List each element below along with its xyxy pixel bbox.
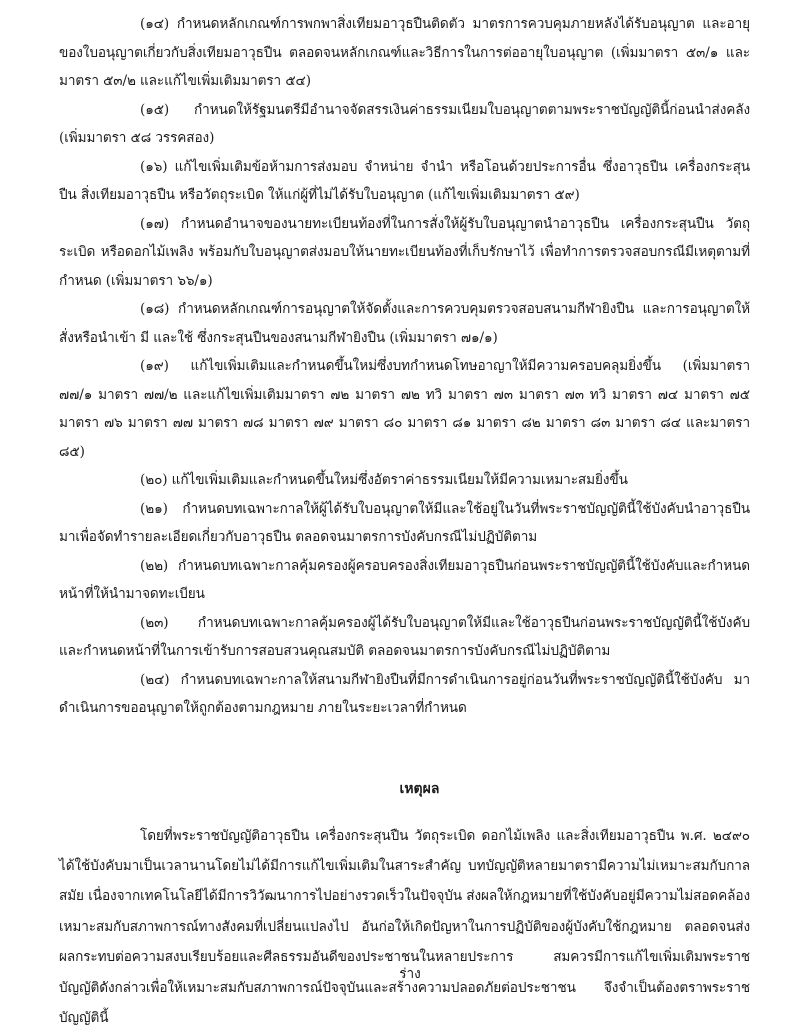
reasons-heading: เหตุผล <box>59 775 750 803</box>
provision-item-24: (๒๔) กำหนดบทเฉพาะกาลให้สนามกีฬายิงปืนที่มีการดำเนินการอยู่ก่อนวันที่พระราชบัญญัตินี้ใช้บังคับ มาดำเนินการขออนุญาตให้ถูกต้องตามกฎหมาย ภายในระยะเวลาที่กำหนด <box>59 666 750 723</box>
reasons-paragraph: โดยที่พระราชบัญญัติอาวุธปืน เครื่องกระสุนปืน วัตถุระเบิด ดอกไม้เพลิง และสิ่งเทียมอาวุธปืน พ.ศ. ๒๔๙๐ ได้ใช้บังคับมาเป็นเวลานานโดยไม่ได้มีการแก้ไขเพิ่มเติมในสาระสำคัญ บทบัญญัติหลายมาตรามีความไม่เหมาะสมกับกาลสมัย เนื่องจากเทคโนโลยีได้มีการวิวัฒนาการไปอย่างรวดเร็วในปัจจุบัน ส่งผลให้กฎหมายที่ใช้บังคับอยู่มีความไม่สอดคล้องเหมาะสมกับสภาพการณ์ทางสังคมที่เปลี่ยนแปลงไป อันก่อให้เกิดปัญหาในการปฏิบัติของผู้บังคับใช้กฎหมาย ตลอดจนส่งผลกระทบต่อความสงบเรียบร้อยและศีลธรรมอันดีของประชาชนในหลายประการ สมควรมีการแก้ไขเพิ่มเติมพระราชบัญญัติดังกล่าวเพื่อให้เหมาะสมกับสภาพการณ์ปัจจุบันและสร้างความปลอดภัยต่อประชาชน จึงจำเป็นต้องตราพระราชบัญญัตินี้ <box>59 821 750 1033</box>
provision-item-15: (๑๕) กำหนดให้รัฐมนตรีมีอำนาจจัดสรรเงินค่าธรรมเนียมใบอนุญาตตามพระราชบัญญัตินี้ก่อนนำส่งคลัง (เพิ่มมาตรา ๕๘ วรรคสอง) <box>59 96 750 153</box>
provision-item-17: (๑๗) กำหนดอำนาจของนายทะเบียนท้องที่ในการสั่งให้ผู้รับใบอนุญาตนำอาวุธปืน เครื่องกระสุนปืน วัตถุระเบิด หรือดอกไม้เพลิง พร้อมกับใบอนุญาตส่งมอบให้นายทะเบียนท้องที่เก็บรักษาไว้ เพื่อทำการตรวจสอบกรณีมีเหตุตามที่กำหนด (เพิ่มมาตรา ๖๖/๑) <box>59 210 750 296</box>
provision-item-22: (๒๒) กำหนดบทเฉพาะกาลคุ้มครองผู้ครอบครองสิ่งเทียมอาวุธปืนก่อนพระราชบัญญัตินี้ใช้บังคับและกำหนดหน้าที่ให้นำมาจดทะเบียน <box>59 552 750 609</box>
provision-item-14: (๑๔) กำหนดหลักเกณฑ์การพกพาสิ่งเทียมอาวุธปืนติดตัว มาตรการควบคุมภายหลังได้รับอนุญาต และอายุของใบอนุญาตเกี่ยวกับสิ่งเทียมอาวุธปืน ตลอดจนหลักเกณฑ์และวิธีการในการต่ออายุใบอนุญาต (เพิ่มมาตรา ๕๓/๑ และมาตรา ๕๓/๒ และแก้ไขเพิ่มเติมมาตรา ๕๔) <box>59 10 750 96</box>
provision-item-20: (๒๐) แก้ไขเพิ่มเติมและกำหนดขึ้นใหม่ซึ่งอัตราค่าธรรมเนียมให้มีความเหมาะสมยิ่งขึ้น <box>59 466 750 495</box>
provision-item-19: (๑๙) แก้ไขเพิ่มเติมและกำหนดขึ้นใหม่ซึ่งบทกำหนดโทษอาญาให้มีความครอบคลุมยิ่งขึ้น (เพิ่มมาตรา ๗๗/๑ มาตรา ๗๗/๒ และแก้ไขเพิ่มเติมมาตรา ๗๒ มาตรา ๗๒ ทวิ มาตรา ๗๓ มาตรา ๗๓ ทวิ มาตรา ๗๔ มาตรา ๗๕ มาตรา ๗๖ มาตรา ๗๗ มาตรา ๗๘ มาตรา ๗๙ มาตรา ๘๐ มาตรา ๘๑ มาตรา ๘๒ มาตรา ๘๓ มาตรา ๘๔ และมาตรา ๘๕) <box>59 352 750 466</box>
provision-item-16: (๑๖) แก้ไขเพิ่มเติมข้อห้ามการส่งมอบ จำหน่าย จำนำ หรือโอนด้วยประการอื่น ซึ่งอาวุธปืน เครื่องกระสุนปืน สิ่งเทียมอาวุธปืน หรือวัตถุระเบิด ให้แก่ผู้ที่ไม่ได้รับใบอนุญาต (แก้ไขเพิ่มเติมมาตรา ๕๙) <box>59 153 750 210</box>
provision-item-18: (๑๘) กำหนดหลักเกณฑ์การอนุญาตให้จัดตั้งและการควบคุมตรวจสอบสนามกีฬายิงปืน และการอนุญาตให้สั่งหรือนำเข้า มี และใช้ ซึ่งกระสุนปืนของสนามกีฬายิงปืน (เพิ่มมาตรา ๗๑/๑) <box>59 295 750 352</box>
draft-mark: ร่าง <box>0 960 790 988</box>
provision-item-23: (๒๓) กำหนดบทเฉพาะกาลคุ้มครองผู้ได้รับใบอนุญาตให้มีและใช้อาวุธปืนก่อนพระราชบัญญัตินี้ใช้บังคับ และกำหนดหน้าที่ในการเข้ารับการสอบสวนคุณสมบัติ ตลอดจนมาตรการบังคับกรณีไม่ปฏิบัติตาม <box>59 609 750 666</box>
provision-item-21: (๒๑) กำหนดบทเฉพาะกาลให้ผู้ได้รับใบอนุญาตให้มีและใช้อยู่ในวันที่พระราชบัญญัตินี้ใช้บังคับนำอาวุธปืนมาเพื่อจัดทำรายละเอียดเกี่ยวกับอาวุธปืน ตลอดจนมาตรการบังคับกรณีไม่ปฏิบัติตาม <box>59 495 750 552</box>
